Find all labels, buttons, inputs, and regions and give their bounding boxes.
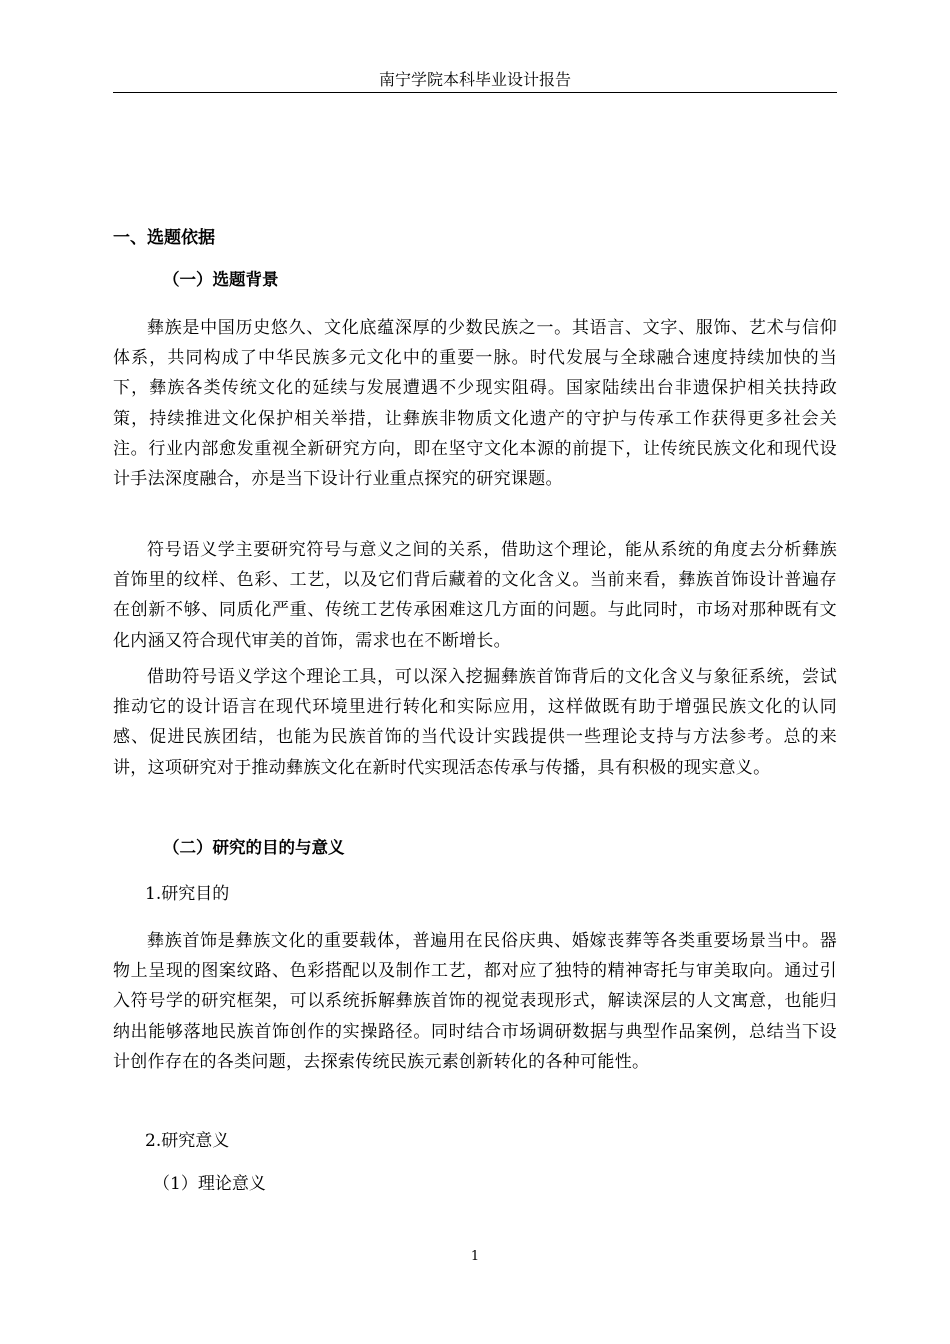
heading-research-goal: 1.研究目的 [145, 884, 230, 904]
paragraph-background-2: 符号语义学主要研究符号与意义之间的关系，借助这个理论，能从系统的角度去分析彝族首饰里的纹样、色彩、工艺，以及它们背后藏着的文化含义。当前来看，彝族首饰设计普遍存在创新不够、同质化严重、传统工艺传承困难这几方面的问题。与此同时，市场对那种既有文化内涵又符合现代审美的首饰，需求也在不断增长。 [113, 540, 837, 651]
subsection-heading-background: （一）选题背景 [163, 270, 279, 289]
heading-theory-meaning: （1）理论意义 [153, 1174, 266, 1194]
subsection-heading-purpose: （二）研究的目的与意义 [163, 838, 345, 857]
paragraph-research-goal: 彝族首饰是彝族文化的重要载体，普遍用在民俗庆典、婚嫁丧葬等各类重要场景当中。器物上呈现的图案纹路、色彩搭配以及制作工艺，都对应了独特的精神寄托与审美取向。通过引入符号学的研究框架，可以系统拆解彝族首饰的视觉表现形式，解读深层的人文寓意，也能归纳出能够落地民族首饰创作的实操路径。同时结合市场调研数据与典型作品案例，总结当下设计创作存在的各类问题，去探索传统民族元素创新转化的各种可能性。 [113, 931, 837, 1072]
page-header-title: 南宁学院本科毕业设计报告 [378, 70, 571, 89]
paragraph-background-1: 彝族是中国历史悠久、文化底蕴深厚的少数民族之一。其语言、文字、服饰、艺术与信仰体系，共同构成了中华民族多元文化中的重要一脉。时代发展与全球融合速度持续加快的当下，彝族各类传统文化的延续与发展遭遇不少现实阻碍。国家陆续出台非遗保护相关扶持政策，持续推进文化保护相关举措，让彝族非物质文化遗产的守护与传承工作获得更多社会关注。行业内部愈发重视全新研究方向，即在坚守文化本源的前提下，让传统民族文化和现代设计手法深度融合，亦是当下设计行业重点探究的研究课题。 [113, 318, 837, 490]
page-number: 1 [470, 1249, 480, 1264]
header-divider [113, 92, 837, 93]
section-heading-topic-basis: 一、选题依据 [113, 228, 215, 248]
heading-research-meaning: 2.研究意义 [145, 1131, 230, 1151]
paragraph-background-3: 借助符号语义学这个理论工具，可以深入挖掘彝族首饰背后的文化含义与象征系统，尝试推动它的设计语言在现代环境里进行转化和实际应用，这样做既有助于增强民族文化的认同感、促进民族团结，也能为民族首饰的当代设计实践提供一些理论支持与方法参考。总的来讲，这项研究对于推动彝族文化在新时代实现活态传承与传播，具有积极的现实意义。 [113, 667, 837, 778]
